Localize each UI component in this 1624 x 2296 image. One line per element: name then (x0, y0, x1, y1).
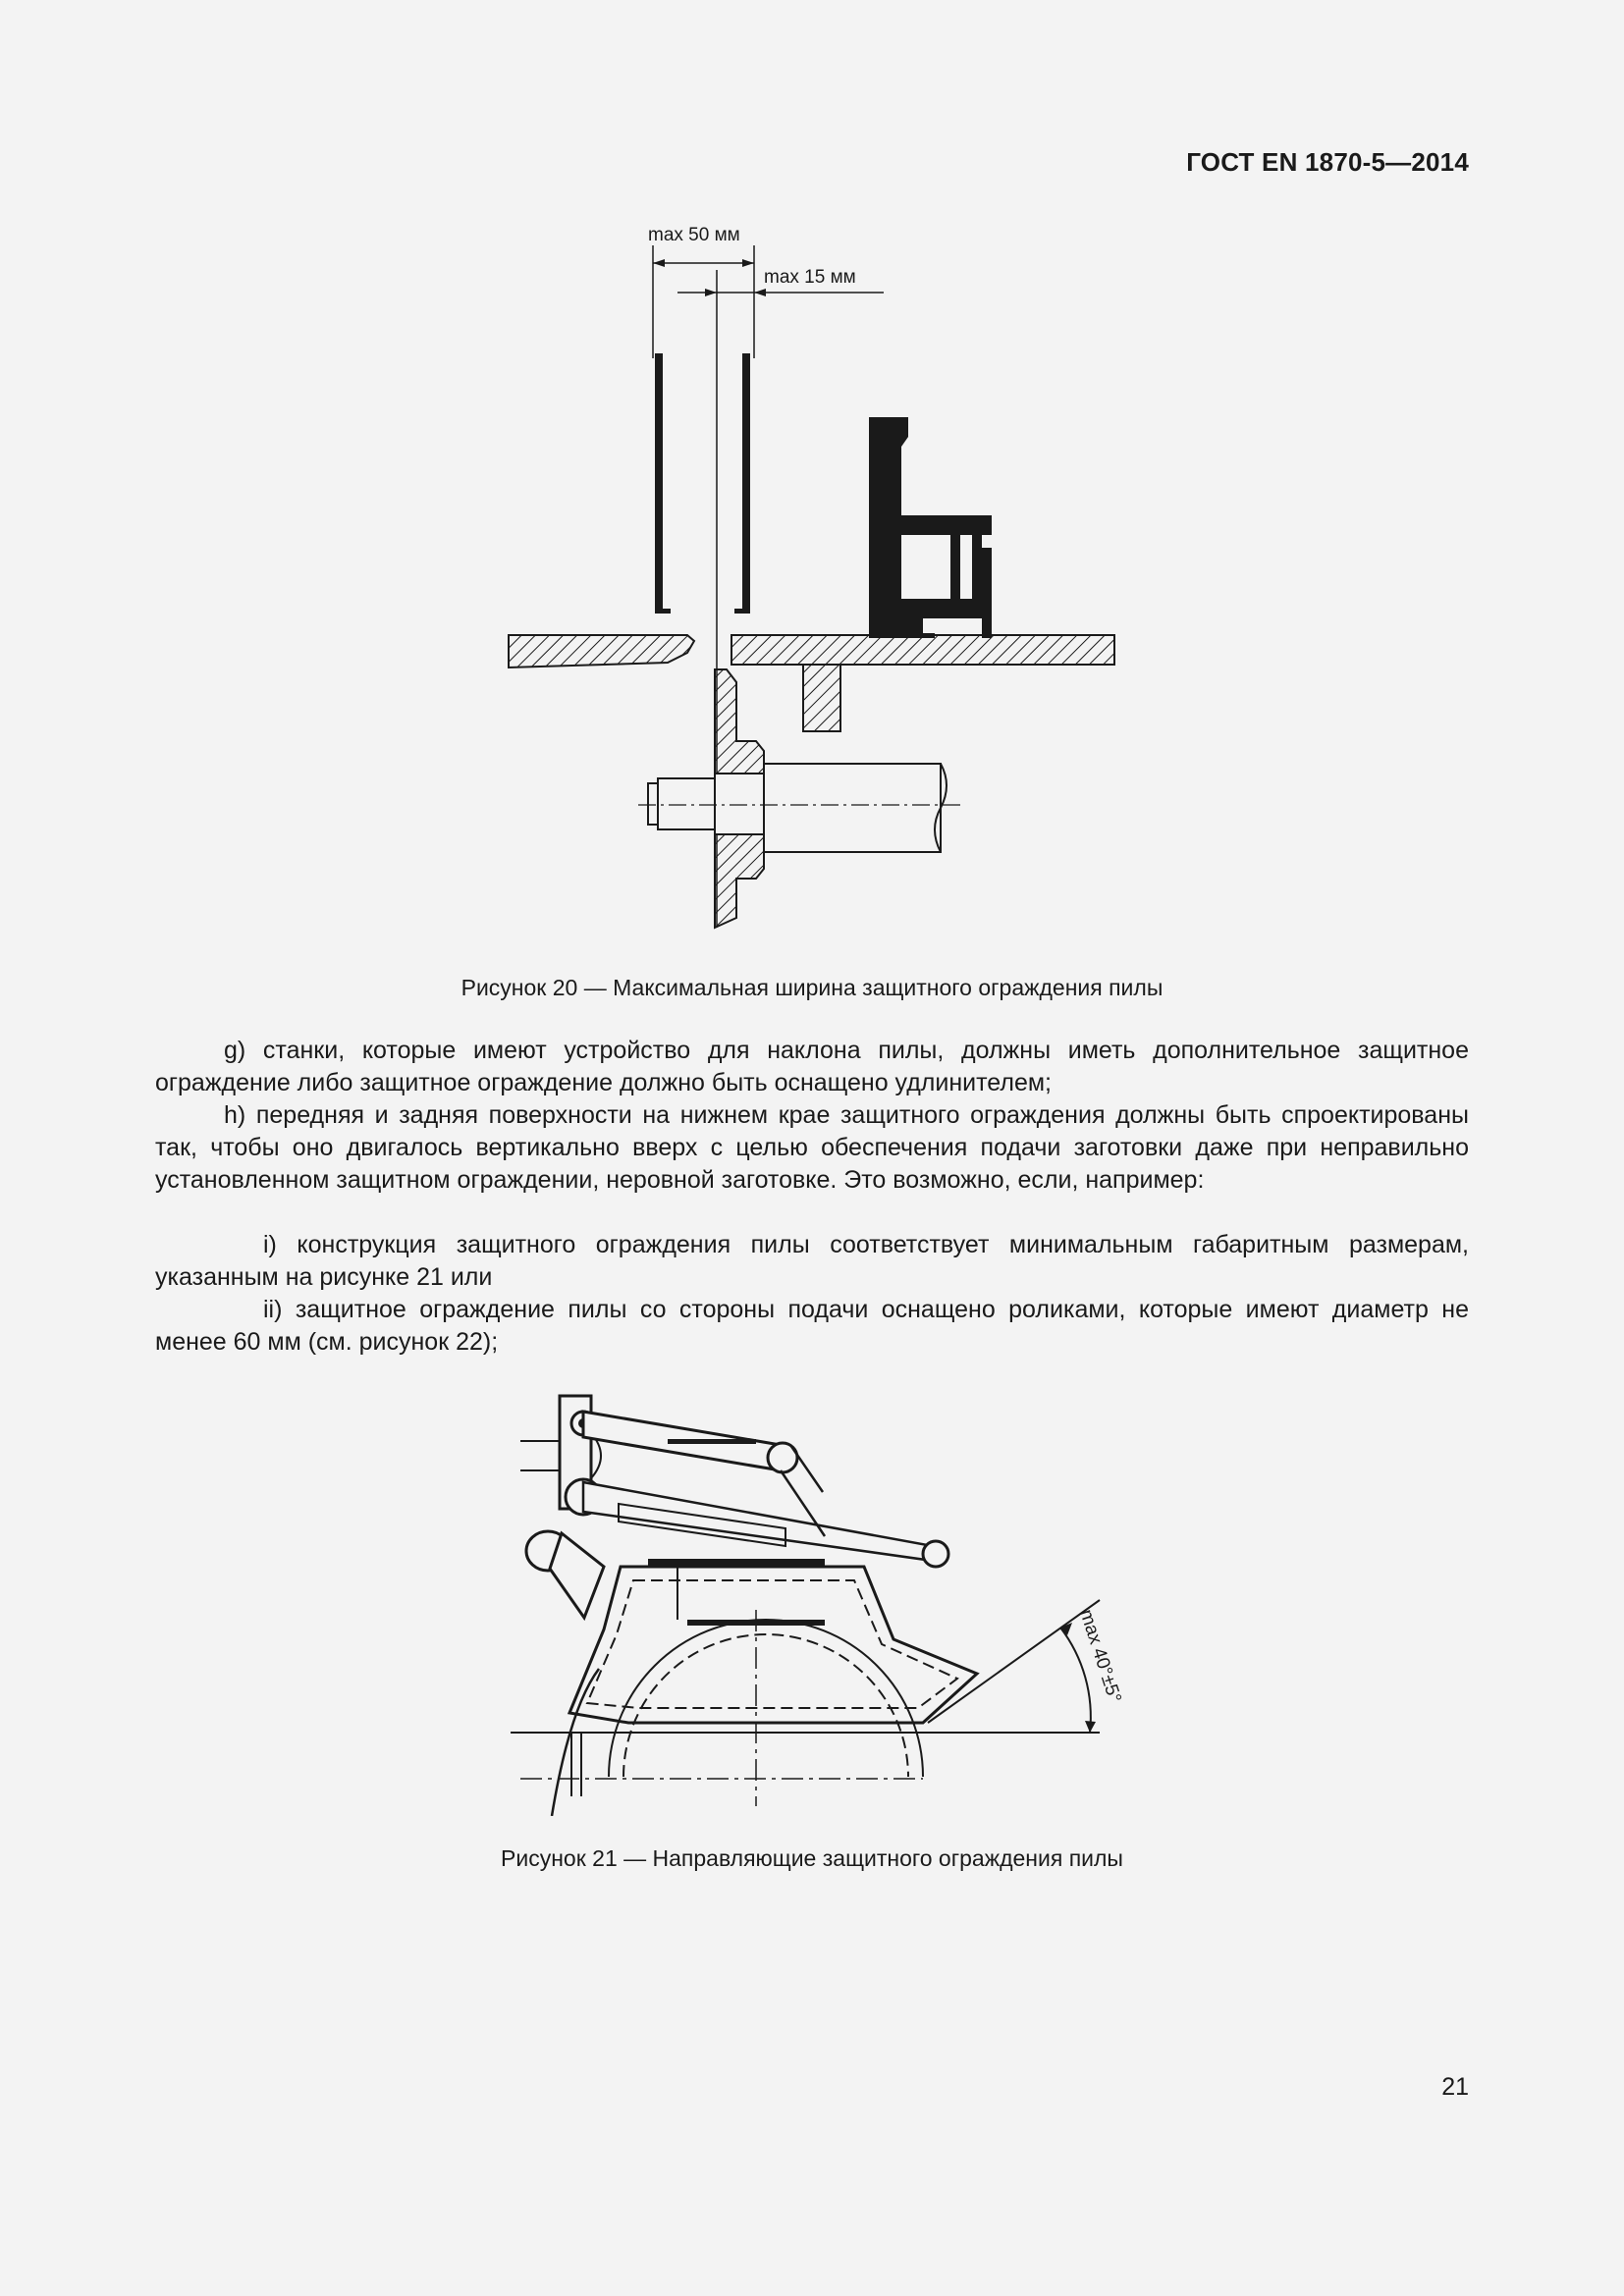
paragraph-h: h) передняя и задняя поверхности на нижнем крае защитного ограждения должны быть спроектированы так, чтобы оно двигалось вертикально вверх с целью обеспечения подачи заготовки даже при неправильно установленном защитном ограждении, неровной заготовке. Это возможно, если, например: (155, 1101, 1469, 1194)
figure-21-caption: Рисунок 21 — Направляющие защитного ограждения пилы (501, 1845, 1123, 1871)
figure-20-caption: Рисунок 20 — Максимальная ширина защитного ограждения пилы (460, 975, 1164, 1000)
standard-code: ГОСТ EN 1870-5—2014 (1186, 147, 1469, 177)
paragraph-ii: ii) защитное ограждение пилы со стороны подачи оснащено роликами, которые имеют диаметр не менее 60 мм (см. рисунок 22); (155, 1296, 1469, 1356)
angle-label: max 40°±5° (1075, 1607, 1125, 1706)
paragraph-g: g) станки, которые имеют устройство для наклона пилы, должны иметь дополнительное защитное ограждение либо защитное ограждение должно быть оснащено удлинителем; (155, 1037, 1469, 1096)
dim-label-max-15: max 15 мм (764, 267, 856, 288)
paragraph-i: i) конструкция защитного ограждения пилы соответствует минимальным габаритным размерам, указанным на рисунке 21 или (155, 1231, 1469, 1291)
page-number: 21 (1441, 2073, 1469, 2101)
figure-21-drawing (511, 1384, 1139, 1816)
dim-label-max-50: max 50 мм (648, 225, 740, 245)
figure-20-drawing (491, 221, 1139, 947)
